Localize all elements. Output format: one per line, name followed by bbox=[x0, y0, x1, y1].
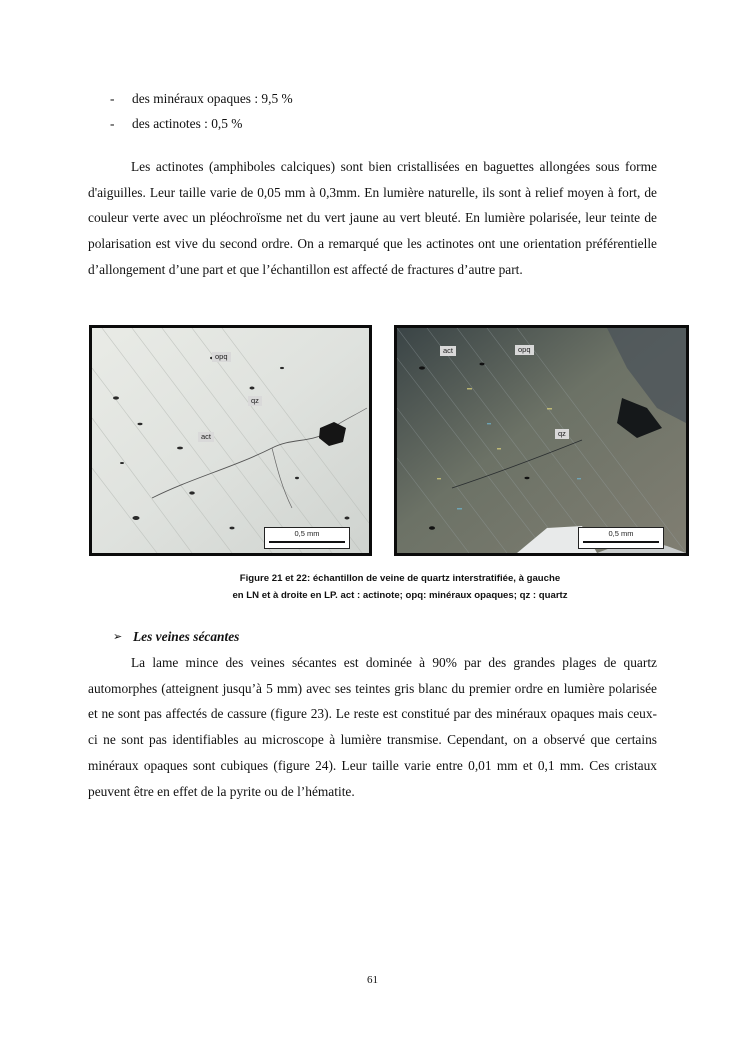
figure-caption bbox=[150, 570, 650, 604]
scale-bar-label: 0,5 mm bbox=[294, 529, 320, 538]
scale-bar-line bbox=[269, 541, 345, 543]
scale-bar bbox=[578, 527, 664, 549]
bullet-item bbox=[88, 86, 658, 111]
scale-bar-label: 0,5 mm bbox=[608, 529, 634, 538]
label-act: act bbox=[440, 346, 456, 356]
paragraph-actinotes: Les actinotes (amphiboles calciques) sont bien cristallisées en baguettes allongées sous forme d'aiguilles. Leur taille varie de 0,05 mm à 0,3mm. En lumière naturelle, ils sont à relief moyen à fort, de couleur verte avec un pléochroïsme net du vert jaune au vert bleuté. En lumière polarisée, leur teinte de polarisation est vive du second ordre. On a remarqué que les actinotes ont une orientation préférentielle d’allongement d’une part et que l’échantillon est affecté de fractures d’autre part. bbox=[88, 159, 657, 277]
label-qz: qz bbox=[248, 396, 262, 406]
page-number: 61 bbox=[367, 974, 378, 986]
caption-line-2: en LN et à droite en LP. act : actinote; opq: minéraux opaques; qz : quartz bbox=[232, 590, 568, 601]
label-opq: opq bbox=[515, 345, 534, 355]
bullet-list bbox=[88, 86, 658, 136]
arrow-bullet-icon: ➢ bbox=[113, 630, 123, 643]
micrograph-natural-light bbox=[89, 325, 372, 556]
scale-bar bbox=[264, 527, 350, 549]
bullet-dash: - bbox=[110, 91, 115, 106]
section-heading bbox=[113, 627, 239, 647]
caption-line-1: Figure 21 et 22: échantillon de veine de quartz interstratifiée, à gauche bbox=[239, 573, 561, 584]
micrograph-lp-image bbox=[397, 328, 686, 553]
label-act: act bbox=[198, 432, 214, 442]
label-opq: opq bbox=[212, 352, 231, 362]
paragraph-veines-secantes: La lame mince des veines sécantes est dominée à 90% par des grandes plages de quartz automorphes (atteignent jusqu’à 5 mm) avec ses teintes gris blanc du premier ordre en lumière polarisée et ne sont pas affectés de cassure (figure 23). Le reste est constitué par des minéraux opaques mais ceux-ci ne sont pas identifiables au microscope à lumière transmise. Cependant, on a observé que certains minéraux opaques sont cubiques (figure 24). Leur taille varie entre 0,01 mm et 0,1 mm. Ces cristaux peuvent être en effet de la pyrite ou de l’hématite. bbox=[88, 655, 657, 799]
bullet-item bbox=[88, 111, 658, 136]
bullet-text: des minéraux opaques : 9,5 % bbox=[132, 91, 293, 106]
bullet-text: des actinotes : 0,5 % bbox=[132, 116, 243, 131]
micrograph-polarized-light bbox=[394, 325, 689, 556]
section-title: Les veines sécantes bbox=[133, 629, 240, 644]
bullet-dash: - bbox=[110, 116, 115, 131]
label-qz: qz bbox=[555, 429, 569, 439]
scale-bar-line bbox=[583, 541, 659, 543]
